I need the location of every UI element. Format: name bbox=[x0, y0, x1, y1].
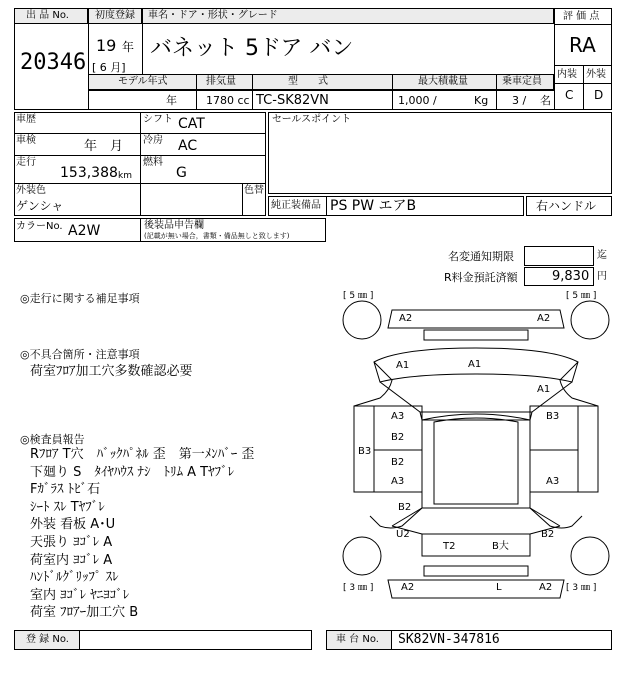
divider bbox=[140, 112, 141, 216]
tire-front-left bbox=[343, 301, 381, 339]
rear-plate bbox=[424, 566, 528, 576]
tread-front-left: [ 5 ㎜ ] bbox=[343, 291, 374, 301]
inspector-line: 荷室 ﾌﾛｱｰ加工穴 B bbox=[30, 605, 139, 621]
type-value: TC-SK82VN bbox=[256, 93, 329, 108]
capacity-value: 3 / bbox=[512, 94, 527, 107]
lot-number: 20346 bbox=[20, 50, 87, 75]
rear-window-line bbox=[392, 508, 560, 526]
load-value: 1,000 / bbox=[398, 94, 437, 107]
rear-bumper-outline bbox=[388, 580, 564, 598]
divider bbox=[14, 133, 266, 134]
mileage-unit: km bbox=[118, 171, 132, 181]
mark-hood: A1 bbox=[468, 359, 482, 370]
mark-side-left: B3 bbox=[358, 446, 372, 457]
divider bbox=[554, 24, 612, 25]
tire-rear-left bbox=[343, 537, 381, 575]
car-damage-diagram bbox=[340, 290, 612, 626]
mark-front-door-right: B3 bbox=[546, 411, 560, 422]
exterior-grade: D bbox=[594, 88, 604, 102]
exterior-label: 外装 bbox=[586, 69, 606, 80]
mark-rear-door-right: A3 bbox=[546, 476, 560, 487]
model-year-label: モデル年式 bbox=[118, 76, 168, 87]
aftermarket-label: 後装品申告欄 bbox=[144, 220, 204, 231]
defects-title: ◎不具合箇所・注意事項 bbox=[20, 348, 140, 361]
load-unit: Kg bbox=[474, 94, 489, 107]
ac-label: 冷房 bbox=[143, 135, 163, 146]
defects-text: 荷室ﾌﾛｱ加工穴多数確認必要 bbox=[30, 364, 193, 379]
mark-front-bumper-right: A2 bbox=[537, 313, 551, 324]
recycle-label: R料金預託済額 bbox=[444, 271, 518, 284]
inspector-line: Rﾌﾛｱ T穴 ﾊﾞｯｸﾊﾟﾈﾙ 歪 第一ﾒﾝﾊﾞｰ 歪 bbox=[30, 447, 255, 462]
tailgate bbox=[422, 534, 530, 556]
grille bbox=[424, 330, 528, 340]
mark-front-door-left: A3 bbox=[391, 411, 405, 422]
divider bbox=[583, 65, 584, 110]
mileage-label: 走行 bbox=[16, 157, 36, 168]
inspector-line: 下廻り S ﾀｲﾔﾊｳｽ ﾅｼ ﾄﾘﾑ A Tﾔﾌﾞﾚ bbox=[30, 464, 235, 480]
mark-pillar-left: B2 bbox=[391, 432, 405, 443]
score-value: RA bbox=[569, 33, 596, 57]
mark-tailgate-right: B大 bbox=[492, 541, 509, 552]
displacement-label: 排気量 bbox=[206, 76, 236, 87]
car-name-label: 車名・ドア・形状・グレード bbox=[148, 10, 278, 21]
equipment-value: PS PW エアB bbox=[330, 198, 417, 214]
tread-front-right: [ 5 ㎜ ] bbox=[566, 291, 597, 301]
divider bbox=[242, 183, 243, 216]
chassis-no-label: 車 台 No. bbox=[336, 634, 379, 645]
fuel-label: 燃料 bbox=[143, 157, 163, 168]
inspection-value: 年 月 bbox=[84, 139, 124, 154]
mark-tailgate-left: T2 bbox=[443, 541, 456, 552]
aftermarket-note: (記載が無い場合，書類・備品無しと致します) bbox=[144, 232, 290, 240]
divider bbox=[252, 74, 253, 110]
driving-notes-title: ◎走行に関する補足事項 bbox=[20, 292, 140, 305]
inspector-line: 外装 看板 A･U bbox=[30, 517, 116, 533]
lot-label: 出 品 No. bbox=[26, 10, 69, 21]
mark-rear-quarter-left: B2 bbox=[398, 502, 412, 513]
mark-front-bumper-left: A2 bbox=[399, 313, 413, 324]
mark-fender-right: A1 bbox=[537, 384, 551, 395]
name-change-box bbox=[524, 246, 594, 266]
sales-point-label: セールスポイント bbox=[272, 114, 352, 125]
inspection-label: 車検 bbox=[16, 135, 36, 146]
tread-rear-left: [ 3 ㎜ ] bbox=[343, 583, 374, 593]
history-label: 車歴 bbox=[16, 114, 36, 125]
inspector-line: ｼｰﾄ ｽﾚ Tﾔﾌﾞﾚ bbox=[30, 499, 105, 515]
fuel-value: G bbox=[176, 165, 187, 181]
divider bbox=[88, 90, 554, 91]
type-label: 型 式 bbox=[288, 76, 328, 87]
chassis-no-value: SK82VN-347816 bbox=[398, 632, 500, 647]
color-value: ゲンシャ bbox=[16, 199, 64, 213]
mark-rear-quarter-right: B2 bbox=[541, 529, 555, 540]
model-year-unit: 年 bbox=[166, 94, 177, 107]
divider bbox=[554, 83, 612, 84]
tailgate-hinges bbox=[392, 526, 560, 534]
shift-label: シフト bbox=[143, 114, 173, 125]
mark-fender-left: A1 bbox=[396, 360, 410, 371]
first-reg-month: [ 6 月] bbox=[92, 61, 126, 74]
roof-inner bbox=[434, 418, 518, 504]
divider bbox=[496, 74, 497, 110]
first-reg-label: 初度登録 bbox=[95, 10, 135, 21]
mark-rear-bumper-center: L bbox=[496, 582, 502, 593]
mark-rear-bumper-left: A2 bbox=[401, 582, 415, 593]
divider bbox=[326, 196, 327, 216]
roof-panel bbox=[422, 414, 530, 508]
color-no-value: A2W bbox=[68, 223, 101, 239]
divider bbox=[140, 218, 141, 242]
divider bbox=[14, 155, 266, 156]
inspector-line: ﾊﾝﾄﾞﾙｸﾞﾘｯﾌﾟ ｽﾚ bbox=[30, 570, 119, 586]
capacity-unit: 名 bbox=[540, 94, 551, 107]
left-rear-quarter bbox=[354, 492, 422, 528]
tire-rear-right bbox=[571, 537, 609, 575]
mark-rear-bumper-right: A2 bbox=[539, 582, 553, 593]
first-reg-year: 19 bbox=[96, 36, 117, 55]
car-name: バネット 5ドア バン bbox=[150, 36, 354, 61]
inspector-line: 天張り ﾖｺﾞﾚ A bbox=[30, 535, 113, 550]
inspector-line: 荷室内 ﾖｺﾞﾚ A bbox=[30, 552, 113, 568]
equipment-label: 純正装備品 bbox=[271, 200, 321, 211]
divider bbox=[14, 183, 266, 184]
mark-rocker-left: U2 bbox=[396, 529, 410, 540]
score-label: 評 価 点 bbox=[563, 11, 600, 22]
capacity-label: 乗車定員 bbox=[502, 76, 542, 87]
inspector-title: ◎検査員報告 bbox=[20, 433, 85, 446]
interior-grade: C bbox=[565, 88, 574, 102]
divider bbox=[392, 74, 393, 110]
tire-front-right bbox=[571, 301, 609, 339]
inspector-line: 室内 ﾖｺﾞﾚ ﾔﾆﾖｺﾞﾚ bbox=[30, 587, 130, 603]
color-no-label: カラーNo. bbox=[16, 221, 63, 232]
tread-rear-right: [ 3 ㎜ ] bbox=[566, 583, 597, 593]
ac-value: AC bbox=[178, 138, 198, 154]
recycle-unit: 円 bbox=[597, 271, 607, 282]
displacement-value: 1780 cc bbox=[206, 94, 250, 107]
right-rear-quarter bbox=[530, 492, 598, 528]
divider bbox=[196, 74, 197, 110]
name-change-unit: 迄 bbox=[597, 250, 607, 261]
color-change-label: 色替 bbox=[244, 185, 264, 196]
shift-value: CAT bbox=[178, 116, 205, 132]
color-label: 外装色 bbox=[16, 185, 46, 196]
year-unit: 年 bbox=[122, 40, 135, 54]
cowl bbox=[420, 412, 532, 420]
recycle-value: 9,830 bbox=[552, 269, 590, 284]
mileage-value: 153,388 bbox=[60, 165, 118, 181]
mark-rear-door-left-top: B2 bbox=[391, 457, 405, 468]
mark-rear-door-left: A3 bbox=[391, 476, 405, 487]
right-side-panel bbox=[530, 406, 598, 492]
name-change-label: 名変通知期限 bbox=[448, 250, 514, 263]
steering-value: 右ハンドル bbox=[536, 199, 597, 213]
reg-no-label: 登 録 No. bbox=[26, 634, 69, 645]
load-label: 最大積載量 bbox=[418, 76, 468, 87]
inspector-line: Fｶﾞﾗｽ ﾄﾋﾞ石 bbox=[30, 482, 101, 498]
interior-label: 内装 bbox=[557, 69, 577, 80]
